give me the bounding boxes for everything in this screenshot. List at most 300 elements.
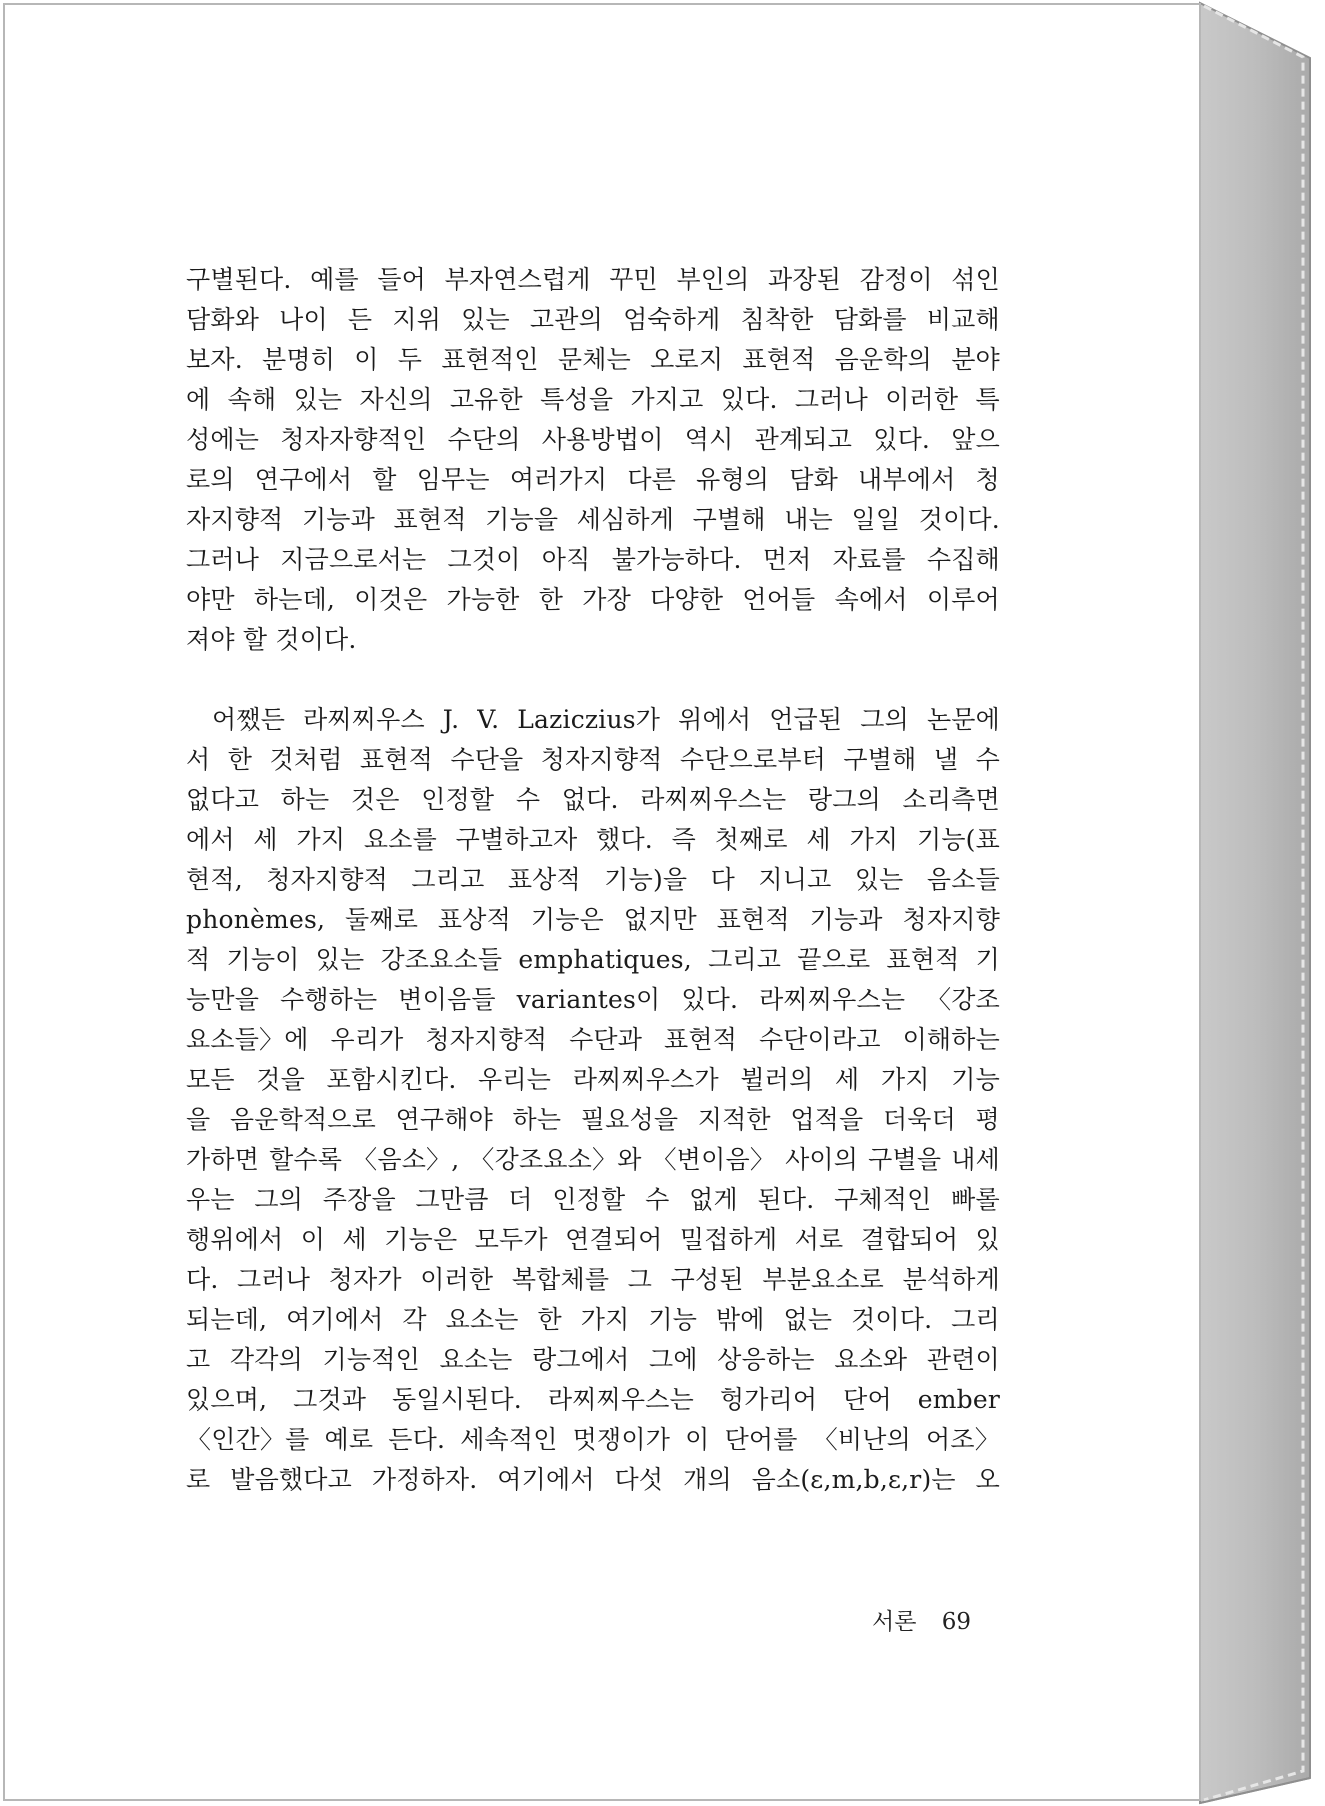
word: 없지만 (623, 905, 697, 934)
word: 한 (537, 1305, 562, 1334)
text-line (186, 820, 1000, 860)
word: 발음했다고 (230, 1465, 352, 1494)
word: 분석하게 (902, 1265, 1000, 1294)
word: 청자지향적 (266, 865, 388, 894)
word: 소리측면 (902, 785, 1000, 814)
word: 로의 (186, 465, 235, 494)
word: 로 (186, 1465, 211, 1494)
word: 관련이 (926, 1345, 1000, 1374)
paragraph-gap (186, 660, 1000, 700)
word: 표현적 (664, 1025, 738, 1054)
word: 먼저 (762, 545, 812, 574)
word: 가지 (580, 1305, 630, 1334)
word: 단어를 (724, 1425, 798, 1454)
word: 그의 (860, 705, 909, 734)
word: 표현적인 (441, 345, 539, 374)
word: 언어들 (742, 585, 816, 614)
word: 표현적 (393, 505, 467, 534)
word: 그의 (254, 1185, 304, 1214)
paragraph-2 (186, 700, 1000, 1500)
word: 기능 (951, 1065, 1000, 1094)
word: 기 (975, 945, 1000, 974)
word: 요소를 (363, 825, 437, 854)
word: 자료를 (832, 545, 906, 574)
word: 것을 (256, 1065, 305, 1094)
word: 행위에서 (186, 1225, 284, 1254)
word: 없다. (561, 785, 619, 814)
word: 랑그의 (807, 785, 881, 814)
word: 할수록 (269, 1145, 343, 1174)
word: 표현적 (359, 745, 433, 774)
word: 수 (645, 1185, 670, 1214)
word: 필요성을 (580, 1105, 679, 1134)
text-line (186, 700, 1000, 740)
word: 담화와 (186, 305, 260, 334)
word: 포함시킨다. (326, 1065, 457, 1094)
word: 끝으로 (797, 945, 871, 974)
word: 구별된다. (186, 265, 292, 294)
text-line (186, 1420, 1000, 1460)
word: 기능과 (301, 505, 375, 534)
word: 여러가지 (509, 465, 608, 494)
word: 기능 (648, 1305, 698, 1334)
word: 있는 (293, 385, 343, 414)
word: 적 (186, 945, 211, 974)
word: 뷜러의 (740, 1065, 814, 1094)
word: 했다. (596, 825, 653, 854)
text-line (186, 1100, 1000, 1140)
word: 없게 (689, 1185, 738, 1214)
word: 부분요소로 (762, 1265, 884, 1294)
word: 어조〉 (926, 1425, 1000, 1454)
word: 된다. (757, 1185, 815, 1214)
page-body-text (186, 260, 1000, 1500)
word: 담화 (789, 465, 838, 494)
word: 청자가 (328, 1265, 402, 1294)
word: 인정할 (421, 785, 495, 814)
word: 꾸민 (609, 265, 658, 294)
word: 내세 (951, 1145, 1000, 1174)
word: 분명히 (262, 345, 336, 374)
word: 분야 (951, 345, 1000, 374)
word: 것이다. (918, 505, 1000, 534)
word: 라찌찌우스 (303, 705, 425, 734)
word: 속해 (227, 385, 277, 414)
word: 〈비난의 (812, 1425, 911, 1454)
word: 빠롤 (951, 1185, 1000, 1214)
paragraph-1 (186, 260, 1000, 660)
word: 비교해 (926, 305, 1000, 334)
word: variantes이 (516, 985, 661, 1014)
word: 기능은 (384, 1225, 458, 1254)
text-line (186, 460, 1000, 500)
word: 구체적인 (834, 1185, 932, 1214)
word: 연구에서 (254, 465, 353, 494)
text-line (186, 940, 1000, 980)
word: 고유한 (449, 385, 523, 414)
word: 있다. (681, 985, 739, 1014)
word: 청자지향 (902, 905, 1000, 934)
word: 능만을 (186, 985, 260, 1014)
word: 보자. (186, 345, 243, 374)
word: 가지 (296, 825, 346, 854)
word: 관계되고 (754, 425, 853, 454)
word: 침착한 (740, 305, 814, 334)
word: 이 (354, 345, 379, 374)
word: 여기에서 (497, 1465, 595, 1494)
text-line (186, 1460, 1000, 1500)
word: 모두가 (474, 1225, 548, 1254)
word: 세 (806, 825, 831, 854)
word: 가하면 (186, 1145, 260, 1174)
word: 과장된 (768, 265, 842, 294)
text-line (186, 380, 1000, 420)
word: 더욱더 (882, 1105, 956, 1134)
word: 라찌찌우스는 (547, 1385, 694, 1414)
word: 밀접하게 (679, 1225, 778, 1254)
word: 구별해 (843, 745, 917, 774)
word: 역시 (684, 425, 734, 454)
text-line (186, 980, 1000, 1020)
word: 구별을 (868, 1145, 942, 1174)
word: 이루어 (926, 585, 1000, 614)
word: 각각의 (229, 1345, 303, 1374)
word: 단어 (843, 1385, 892, 1414)
word: 이러한 (885, 385, 959, 414)
word: 복합체를 (511, 1265, 610, 1294)
word: 있는 (461, 305, 510, 334)
word: emphatiques, (518, 945, 692, 974)
word: 있으며, (186, 1385, 268, 1414)
word: 표현적 (742, 345, 816, 374)
word: 〈강조 (926, 985, 1000, 1014)
word: 현적, (186, 865, 243, 894)
word: 기능과 (809, 905, 883, 934)
word: 기능(표 (916, 825, 1000, 854)
text-line (186, 1380, 1000, 1420)
text-line (186, 420, 1000, 460)
word: 기능)을 (604, 865, 688, 894)
word: 문체는 (557, 345, 631, 374)
text-line (186, 300, 1000, 340)
word: 자신의 (359, 385, 433, 414)
word: 인정할 (552, 1185, 626, 1214)
word: 요소는 (445, 1305, 519, 1334)
word: 라찌찌우스는 (759, 985, 906, 1014)
running-footer-section: 서론 (872, 1609, 917, 1635)
word: 없는 (783, 1305, 833, 1334)
word: 〈강조요소〉와 (469, 1145, 642, 1174)
word: 하는 (280, 785, 330, 814)
text-line (186, 860, 1000, 900)
text-line (186, 1180, 1000, 1220)
word: 다양한 (650, 585, 724, 614)
word: 지금으로서는 (280, 545, 427, 574)
word: 부자연스럽게 (444, 265, 591, 294)
word: 임무는 (416, 465, 490, 494)
text-line (186, 1260, 1000, 1300)
word: 각 (402, 1305, 427, 1334)
word: 여기에서 (286, 1305, 384, 1334)
word: 구성된 (670, 1265, 744, 1294)
word: 들어 (377, 265, 427, 294)
word: 부인의 (676, 265, 750, 294)
word: 세속적인 (460, 1425, 558, 1454)
word: 표현적 (886, 945, 960, 974)
word: 첫째로 (714, 825, 788, 854)
word: 변이음들 (398, 985, 496, 1014)
word: 표상적 (437, 905, 511, 934)
word: 사이의 (785, 1145, 859, 1174)
word: 표상적 (507, 865, 581, 894)
word: 그만큼 (415, 1185, 489, 1214)
word: 담화를 (833, 305, 907, 334)
word: 업적을 (790, 1105, 864, 1134)
word: 구별하고자 (455, 825, 578, 854)
word: 예로 (324, 1425, 374, 1454)
word: 논문에 (926, 705, 1000, 734)
word: phonèmes, (186, 905, 326, 934)
text-line (186, 580, 1000, 620)
word: 음소들 (926, 865, 1000, 894)
word: 〈인간〉를 (186, 1425, 310, 1454)
word: 서 (186, 745, 211, 774)
text-line (186, 1060, 1000, 1100)
word: 우는 (186, 1185, 235, 1214)
word: Laziczius가 (517, 705, 661, 734)
word: 위에서 (678, 705, 752, 734)
word: 하는데, (253, 585, 336, 614)
word: 불가능하다. (611, 545, 742, 574)
word: 가지 (849, 825, 899, 854)
word: 라찌찌우스가 (572, 1065, 719, 1094)
text-line (186, 900, 1000, 940)
word: 그러나 (186, 545, 260, 574)
word: 유형의 (696, 465, 770, 494)
word: 청 (975, 465, 1000, 494)
word: 예를 (310, 265, 359, 294)
word: 수집해 (926, 545, 1000, 574)
word: 세심하게 (576, 505, 675, 534)
word: 가지고 (630, 385, 704, 414)
word: 그에 (649, 1345, 698, 1374)
word: 그것이 (447, 545, 521, 574)
word: 연결되어 (565, 1225, 663, 1254)
word: 둘째로 (345, 905, 419, 934)
word: 그리 (951, 1305, 1000, 1334)
word: 특 (975, 385, 1000, 414)
word: 야만 (186, 585, 235, 614)
text-line (186, 1140, 1000, 1180)
book-edge-side (1200, 3, 1310, 1803)
word: 수단이라고 (758, 1025, 881, 1054)
word: 지니고 (758, 865, 832, 894)
word: 지위 (392, 305, 442, 334)
word: 지적한 (697, 1105, 771, 1134)
word: 기능은 (530, 905, 604, 934)
word: 더 (508, 1185, 533, 1214)
word: 있는 (854, 865, 904, 894)
word: 오로지 (650, 345, 724, 374)
word: 한 (538, 585, 564, 614)
word: 동일시된다. (392, 1385, 522, 1414)
word: 다른 (627, 465, 677, 494)
word: 수행하는 (279, 985, 378, 1014)
text-line (186, 260, 1000, 300)
word: 음운학적으로 (229, 1105, 377, 1134)
text-line (186, 1220, 1000, 1260)
word: 〈음소〉, (352, 1145, 460, 1174)
word: 한 (227, 745, 253, 774)
word: 청자지향적 (540, 745, 663, 774)
word: 다 (710, 865, 735, 894)
word: 것이다. (851, 1305, 933, 1334)
word: 든 (347, 305, 373, 334)
word: 언급된 (769, 705, 843, 734)
word: 낼 (933, 745, 959, 774)
word: 요소와 (834, 1345, 908, 1374)
word: 섞인 (951, 265, 1000, 294)
word: 즉 (671, 825, 697, 854)
word: 그러나 (237, 1265, 311, 1294)
word: 청자지향적 (425, 1025, 548, 1054)
word: J. (442, 705, 460, 734)
text-line (186, 780, 1000, 820)
word: 성에는 (186, 425, 260, 454)
word: 다섯 (614, 1465, 664, 1494)
word: 든다. (388, 1425, 446, 1454)
word: 멋쟁이가 (572, 1425, 671, 1454)
word: 이해하는 (902, 1025, 1000, 1054)
text-line (186, 1300, 1000, 1340)
word: 가능한 (446, 585, 520, 614)
word: 우리가 (330, 1025, 404, 1054)
word: 내부에서 (858, 465, 956, 494)
word: 앞으 (951, 425, 1000, 454)
word: 기능을 (485, 505, 559, 534)
word: 속에서 (834, 585, 908, 614)
word: 결합되어 (860, 1225, 959, 1254)
word: 수단으로부터 (679, 745, 827, 774)
word: 고 (186, 1345, 211, 1374)
word: 평 (975, 1105, 1000, 1134)
word: 그것과 (293, 1385, 367, 1414)
word: 청자자향적인 (280, 425, 427, 454)
word: 사용방법이 (541, 425, 664, 454)
text-line (186, 1020, 1000, 1060)
word: 세 (253, 825, 278, 854)
word: 감정이 (859, 265, 933, 294)
word: 세 (342, 1225, 367, 1254)
word: 되는데, (186, 1305, 268, 1334)
word: 일일 (851, 505, 901, 534)
word: 가장 (582, 585, 631, 614)
word: 것처럼 (269, 745, 343, 774)
text-line (186, 340, 1000, 380)
word: 오 (975, 1465, 1000, 1494)
word: 〈변이음〉 (651, 1145, 776, 1174)
word: 세 (835, 1065, 860, 1094)
word: 밖에 (715, 1305, 765, 1334)
word: 구별해 (692, 505, 766, 534)
word: 헝가리어 (719, 1385, 818, 1414)
word: 서로 (794, 1225, 844, 1254)
word: 이러한 (420, 1265, 494, 1294)
word: 요소는 (439, 1345, 513, 1374)
word: ember (917, 1385, 1000, 1414)
word: 그리고 (411, 865, 485, 894)
word: 나이 (279, 305, 328, 334)
word: 고관의 (529, 305, 603, 334)
word: 우리는 (478, 1065, 552, 1094)
word: 없다고 (186, 785, 260, 814)
word: 자지향적 (186, 505, 284, 534)
word: 그러나 (794, 385, 868, 414)
word: 강조요소들 (380, 945, 503, 974)
word: 수 (515, 785, 541, 814)
word: 수단의 (447, 425, 521, 454)
text-line (186, 740, 1000, 780)
word: 개의 (683, 1465, 732, 1494)
word: 하는 (512, 1105, 562, 1134)
word: 모든 (186, 1065, 235, 1094)
word: V. (477, 705, 500, 734)
word: 랑그에서 (532, 1345, 630, 1374)
word: 주장을 (322, 1185, 396, 1214)
word: 엄숙하게 (623, 305, 721, 334)
word: 라찌찌우스는 (640, 785, 787, 814)
word: 두 (397, 345, 423, 374)
word: 이 (300, 1225, 326, 1254)
word: 에 (186, 385, 211, 414)
word: 수 (975, 745, 1000, 774)
word: 그 (627, 1265, 653, 1294)
word: 상응하는 (717, 1345, 815, 1374)
word: 을 (186, 1105, 211, 1134)
word: 음운학의 (834, 345, 933, 374)
word: 가정하자. (371, 1465, 478, 1494)
word: 기능적인 (322, 1345, 420, 1374)
text-line: 져야 할 것이다. (186, 625, 357, 654)
word: 이 (685, 1425, 710, 1454)
text-line (186, 500, 1000, 540)
word: 기능이 (226, 945, 300, 974)
word: 있는 (315, 945, 365, 974)
word: 다. (186, 1265, 219, 1294)
word: 있다. (873, 425, 931, 454)
word: 표현적 (716, 905, 790, 934)
word: 특성을 (540, 385, 614, 414)
word: 있다. (720, 385, 778, 414)
word: 연구해야 (395, 1105, 493, 1134)
text-line (186, 1340, 1000, 1380)
word: 이것은 (354, 585, 428, 614)
word: 것은 (350, 785, 400, 814)
word: 수단과 (569, 1025, 643, 1054)
word: 있 (975, 1225, 1000, 1254)
word: 그리고 (708, 945, 782, 974)
word: 가지 (880, 1065, 930, 1094)
word: 할 (372, 465, 397, 494)
word: 수단을 (450, 745, 524, 774)
page-footer (872, 1603, 971, 1636)
word: 요소들〉에 (186, 1025, 309, 1054)
word: 음소(ε,m,b,ε,r)는 (751, 1465, 956, 1494)
page-number: 69 (941, 1609, 972, 1635)
text-line (186, 540, 1000, 580)
word: 어쨌든 (212, 705, 286, 734)
word: 내는 (784, 505, 833, 534)
